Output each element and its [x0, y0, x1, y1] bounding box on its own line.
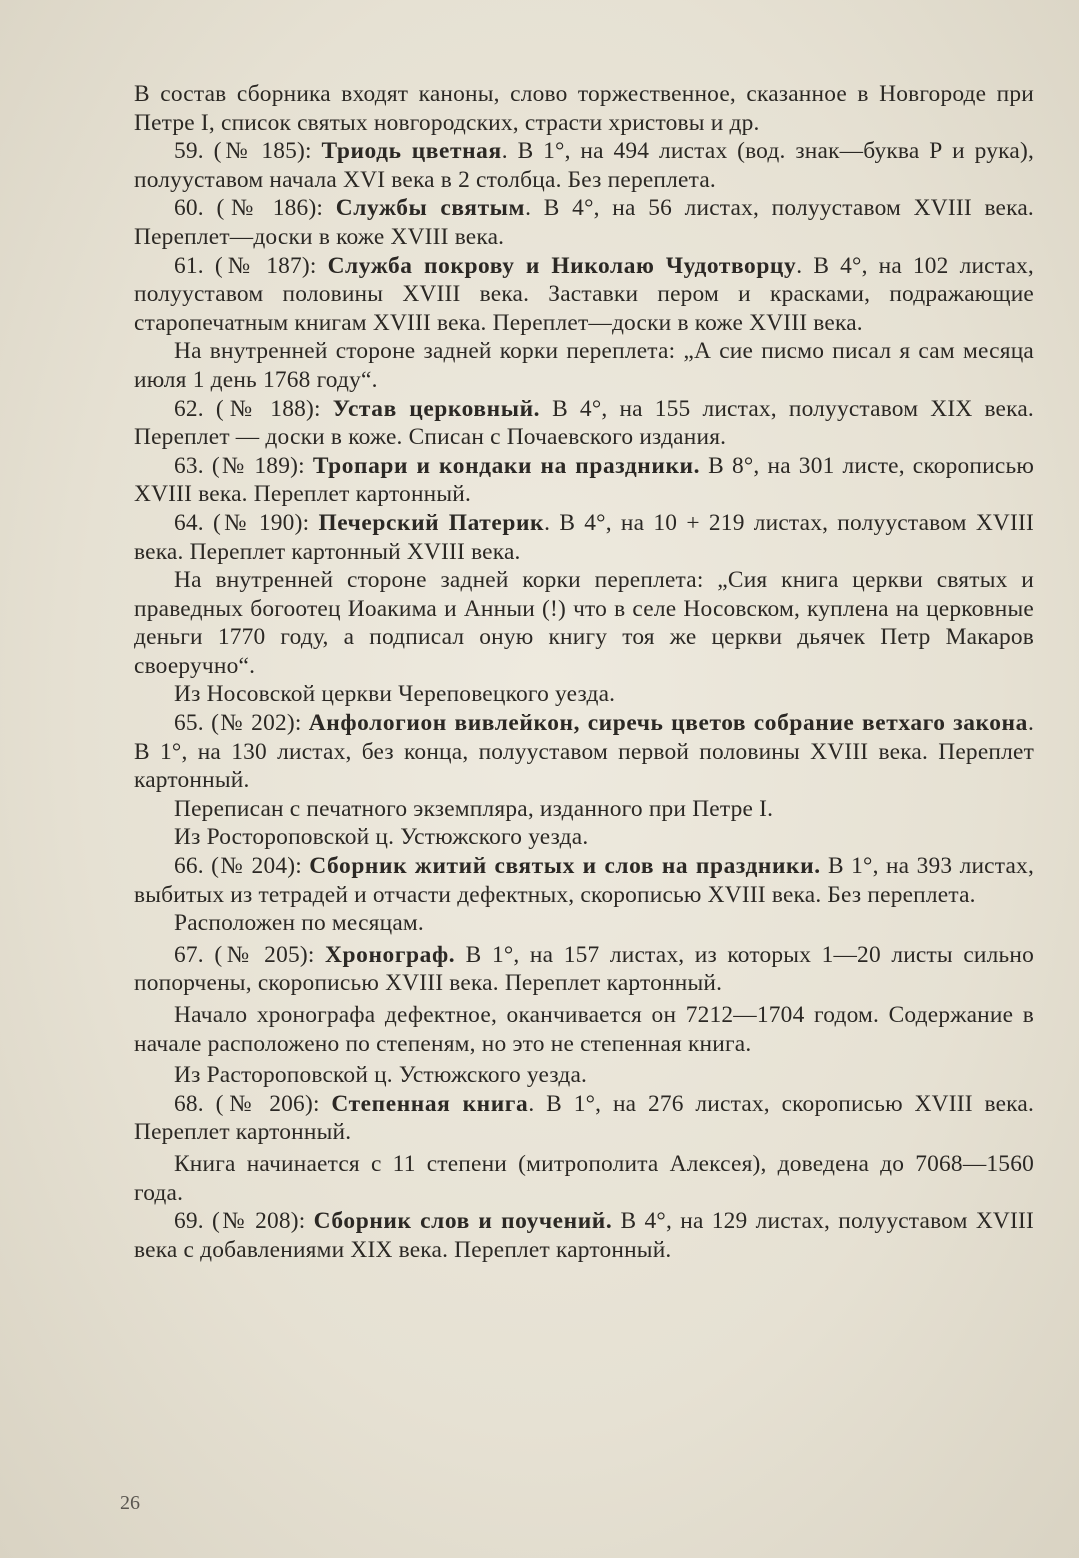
entry-number: 66. (№ 204):	[174, 853, 310, 880]
entry-66	[134, 852, 1034, 909]
entry-description: В 1°, на 393 листах, выбитых из тетрадей и отчасти дефектных, скорописью XVIII века. Без переплета.	[134, 853, 1034, 908]
entry-68	[134, 1090, 1034, 1147]
entry-number: 65. (№ 202):	[174, 710, 309, 737]
entry-title: Устав церковный.	[332, 395, 541, 422]
entry-63	[134, 452, 1034, 509]
page-number: 26	[120, 1492, 140, 1514]
note-paragraph: Расположен по месяцам.	[174, 910, 424, 937]
entry-title: Хронограф.	[325, 941, 456, 968]
entry-number: 59. (№ 185):	[174, 138, 322, 165]
entry-title: Служба покрову и Николаю Чудотворцу	[327, 252, 797, 279]
entry-description: . В 1°, на 276 листах, скорописью XVIII века. Переплет картонный.	[134, 1090, 1034, 1146]
entry-number: 63. (№ 189):	[174, 452, 313, 479]
provenance-paragraph: Из Ростороповской ц. Устюжского уезда.	[174, 824, 589, 851]
entry-number: 69. (№ 208):	[174, 1208, 314, 1235]
entry-description: . В 1°, на 494 листах (вод. знак—буква Р и рука), полууставом начала XVI века в 2 столбца. Без переплета.	[134, 138, 1034, 193]
entry-number: 67. (№ 205):	[174, 941, 326, 968]
entry-69	[134, 1207, 1034, 1264]
entry-description: . В 1°, на 130 листах, без конца, полууставом первой половины XVIII века. Переплет картонный.	[134, 710, 1034, 794]
note-paragraph: Начало хронографа дефектное, оканчивается он 7212—1704 годом. Содержание в начале расположено по степеням, но это не степенная книга.	[134, 1002, 1034, 1057]
entry-title: Степенная книга	[331, 1090, 529, 1117]
entry-number: 62. (№ 188):	[174, 395, 333, 422]
note-paragraph: Переписан с печатного экземпляра, изданного при Петре I.	[174, 795, 774, 822]
entry-60	[134, 194, 1034, 251]
entry-description: В 4°, на 129 листах, полууставом XVIII века с добавлениями XIX века. Переплет картонный.	[134, 1208, 1034, 1263]
entry-62	[134, 395, 1034, 452]
entry-title: Тропари и кондаки на праздники.	[312, 452, 701, 479]
entry-title: Службы святым	[335, 195, 526, 222]
entry-title: Печерский Патерик	[318, 509, 545, 536]
entry-65	[134, 709, 1034, 795]
entry-description: . В 4°, на 56 листах, полууставом XVIII века. Переплет—доски в коже XVIII века.	[134, 195, 1034, 250]
entry-title: Триодь цветная	[321, 138, 502, 165]
note-paragraph: Книга начинается с 11 степени (митрополита Алексея), доведена до 7068—1560 года.	[134, 1150, 1034, 1206]
note-paragraph: На внутренней стороне задней корки переплета: „А сие писмо писал я сам месяца июля 1 день 1768 году“.	[134, 338, 1034, 393]
entry-title: Анфологион вивлейкон, сиречь цветов собрание ветхаго закона	[308, 710, 1028, 737]
entry-number: 64. (№ 190):	[174, 509, 319, 536]
entry-67	[134, 941, 1034, 998]
entry-description: В 1°, на 157 листах, из которых 1—20 листы сильно попорчены, скорописью XVIII века. Переплет картонный.	[134, 941, 1034, 997]
entry-number: 61. (№ 187):	[174, 252, 328, 279]
entry-61	[134, 252, 1034, 338]
entry-title: Сборник слов и поучений.	[313, 1208, 613, 1235]
catalog-text	[134, 80, 1034, 1264]
entry-59	[134, 137, 1034, 194]
provenance-paragraph: Из Носовской церкви Череповецкого уезда.	[174, 681, 616, 708]
entry-description: . В 4°, на 10 + 219 листах, полууставом XVIII века. Переплет картонный XVIII века.	[134, 509, 1034, 565]
entry-title: Сборник житий святых и слов на праздники.	[309, 853, 821, 880]
entry-description: В 4°, на 155 листах, полууставом XIX века. Переплет — доски в коже. Списан с Почаевского издания.	[134, 395, 1034, 451]
intro-paragraph: В состав сборника входят каноны, слово торжественное, сказанное в Новгороде при Петре I, список святых новгородских, страсти христовы и др.	[134, 81, 1034, 136]
provenance-paragraph: Из Растороповской ц. Устюжского уезда.	[174, 1062, 588, 1089]
entry-number: 60. (№ 186):	[174, 195, 336, 222]
note-paragraph: На внутренней стороне задней корки переплета: „Сия книга церкви святых и праведных богоотец Иоакима и Анныи (!) что в селе Носовском, куплена на церковные деньги 1770 году, а подписал оную книгу тоя же церкви дьячек Петр Макаров своеручно“.	[134, 567, 1034, 679]
entry-description: В 8°, на 301 листе, скорописью XVIII века. Переплет картонный.	[134, 452, 1034, 508]
entry-64	[134, 509, 1034, 566]
entry-number: 68. (№ 206):	[174, 1090, 332, 1117]
entry-description: . В 4°, на 102 листах, полууставом половины XVIII века. Заставки пером и красками, подражающие старопечатным книгам XVIII века. Переплет—доски в коже XVIII века.	[134, 252, 1034, 336]
